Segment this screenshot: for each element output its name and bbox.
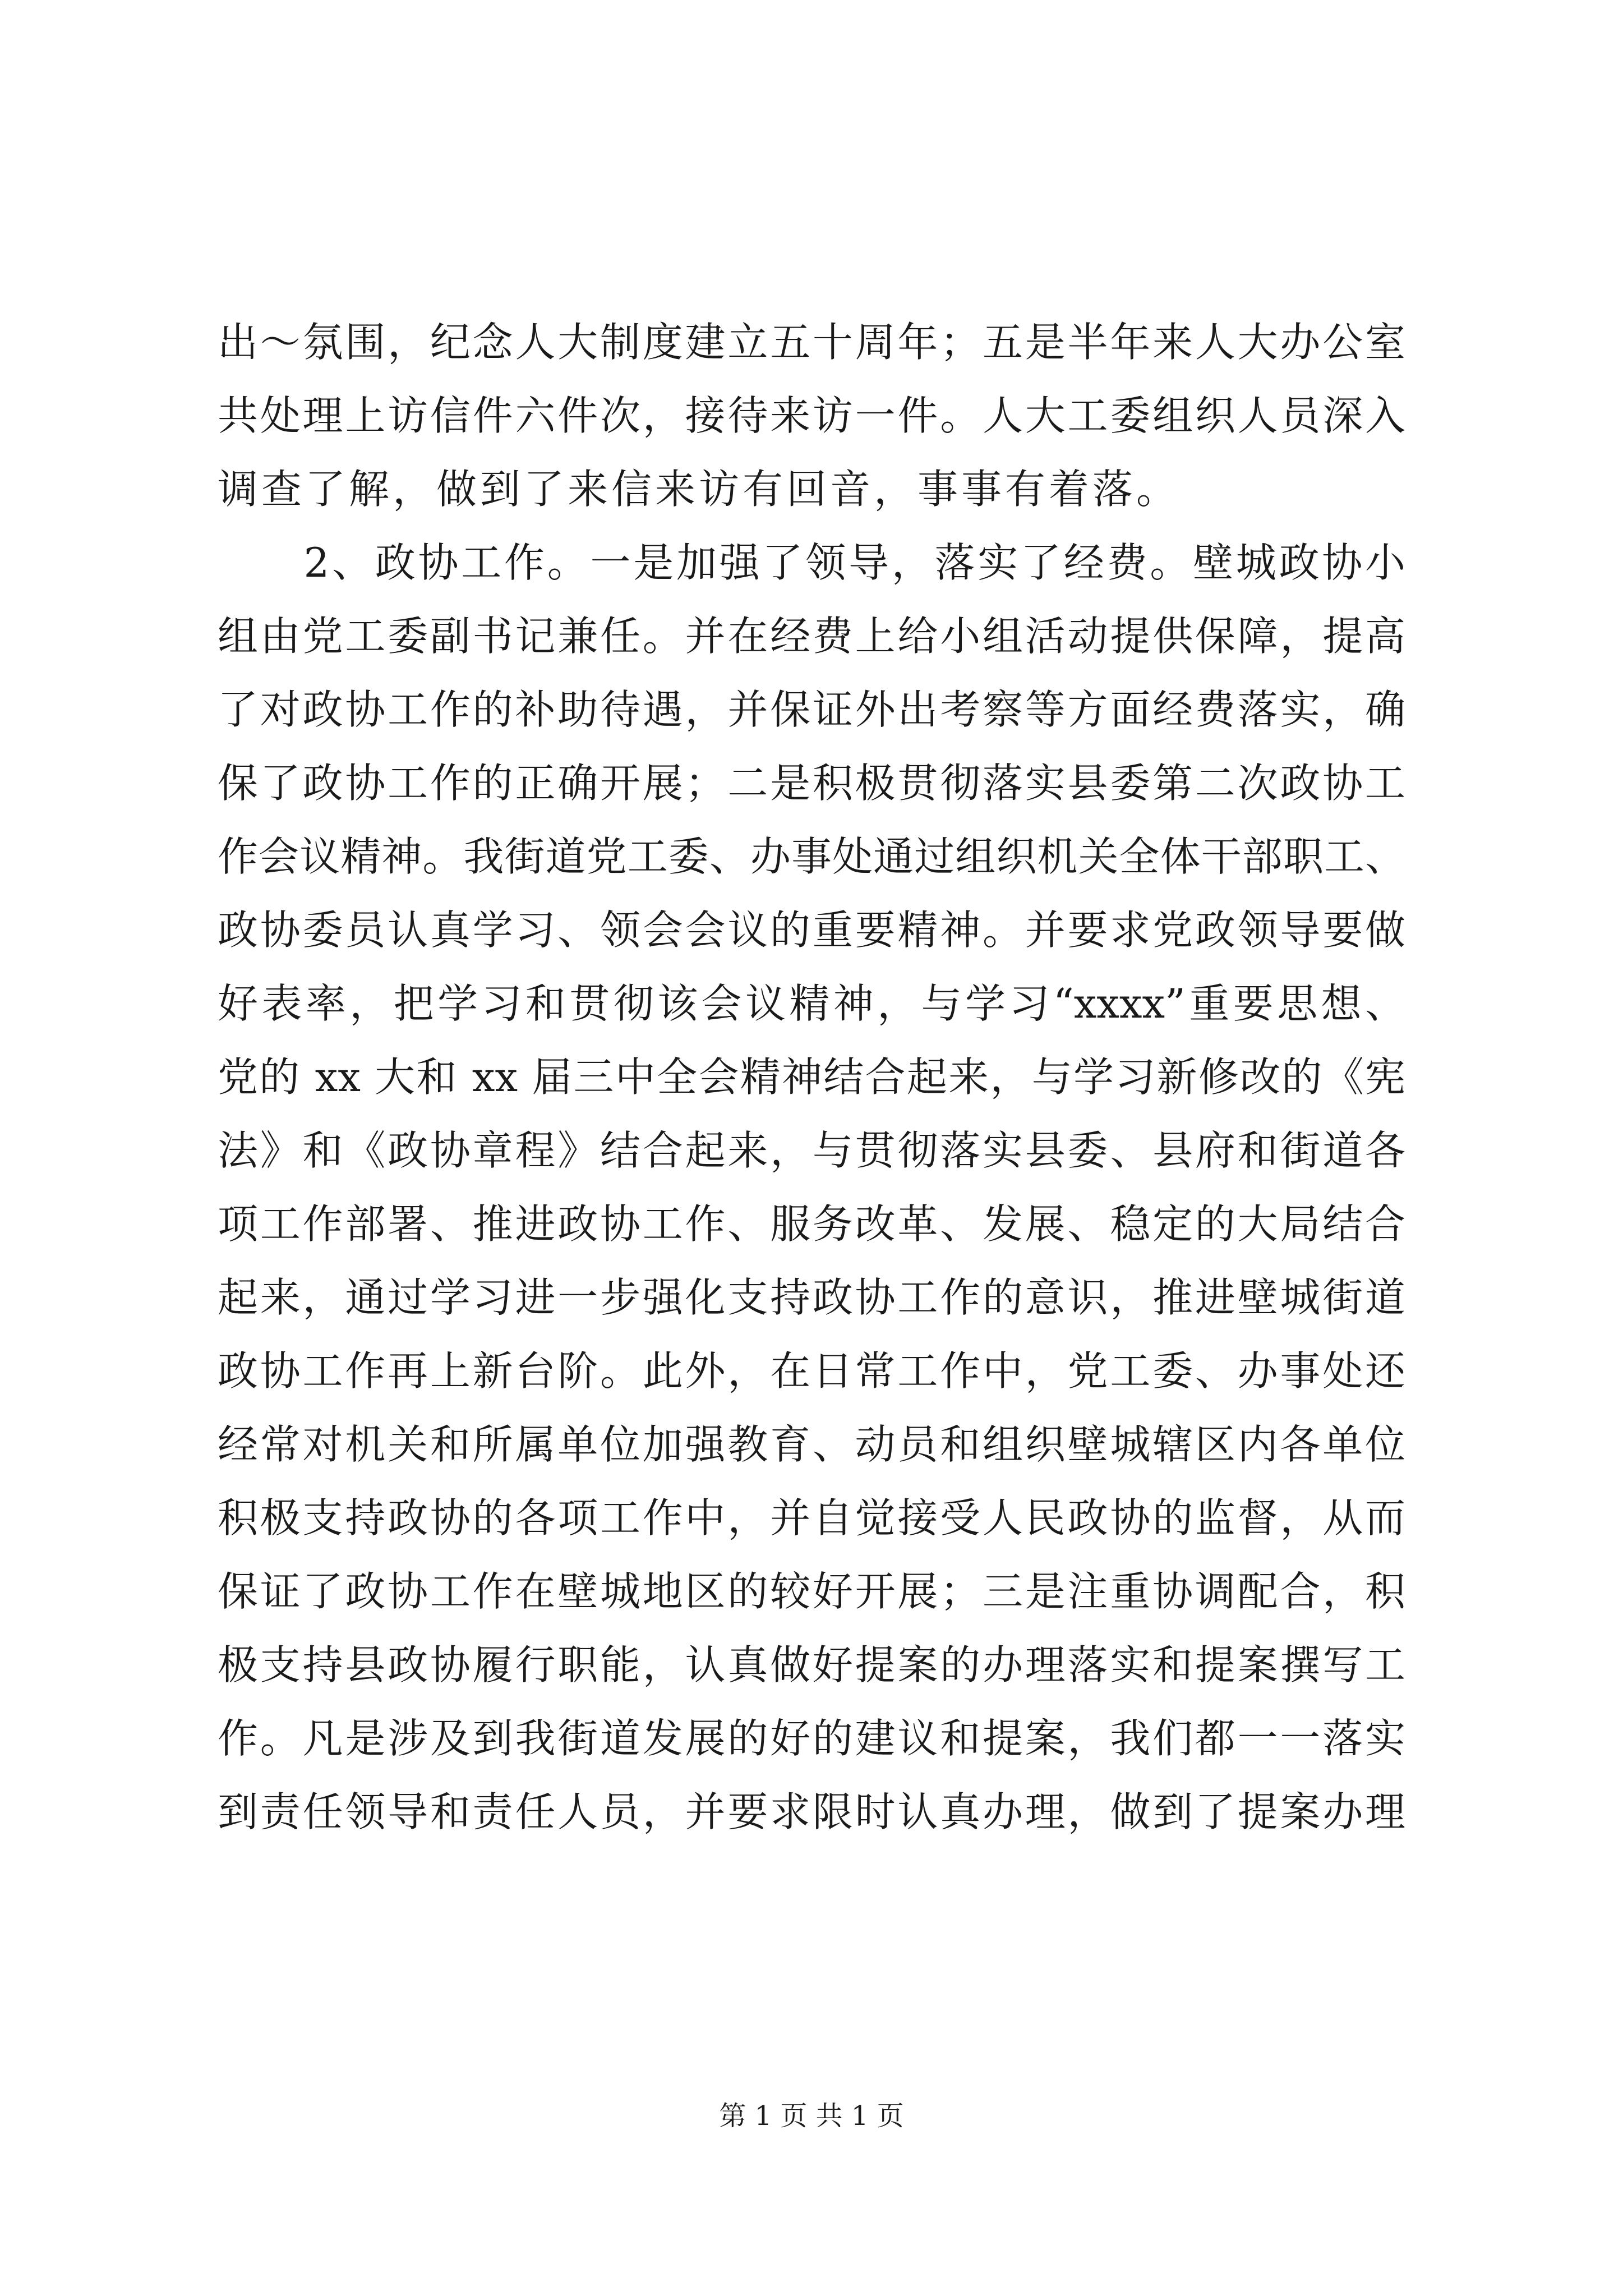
text-line: 好表率，把学习和贯彻该会议精神，与学习“xxxx”重要思想、	[218, 980, 1405, 1027]
page-number-footer: 第 1 页 共 1 页	[719, 2100, 904, 2132]
text-line: 2、政协工作。一是加强了领导，落实了经费。壁城政协小	[218, 539, 1405, 586]
text-line: 政协工作再上新台阶。此外，在日常工作中，党工委、办事处还	[218, 1347, 1405, 1395]
text-line: 法》和《政协章程》结合起来，与贯彻落实县委、县府和街道各	[218, 1127, 1405, 1174]
text-line: 起来，通过学习进一步强化支持政协工作的意识，推进壁城街道	[218, 1274, 1405, 1321]
text-line: 积极支持政协的各项工作中，并自觉接受人民政协的监督，从而	[218, 1494, 1405, 1542]
text-line: 极支持县政协履行职能，认真做好提案的办理落实和提案撰写工	[218, 1641, 1405, 1688]
body-text	[218, 306, 1405, 1849]
text-line: 经常对机关和所属单位加强教育、动员和组织壁城辖区内各单位	[218, 1421, 1405, 1468]
text-line: 出～氛围，纪念人大制度建立五十周年；五是半年来人大办公室	[218, 319, 1405, 366]
text-line: 到责任领导和责任人员，并要求限时认真办理，做到了提案办理	[218, 1788, 1405, 1835]
text-line: 调查了解，做到了来信来访有回音，事事有着落。	[218, 466, 1181, 513]
text-line: 党的 xx 大和 xx 届三中全会精神结合起来，与学习新修改的《宪	[218, 1053, 1405, 1101]
text-line: 共处理上访信件六件次，接待来访一件。人大工委组织人员深入	[218, 392, 1405, 439]
text-line: 保了政协工作的正确开展；二是积极贯彻落实县委第二次政协工	[218, 760, 1405, 807]
text-line: 作。凡是涉及到我街道发展的好的建议和提案，我们都一一落实	[218, 1715, 1405, 1762]
text-line: 了对政协工作的补助待遇，并保证外出考察等方面经费落实，确	[218, 686, 1405, 733]
text-line: 项工作部署、推进政协工作、服务改革、发展、稳定的大局结合	[218, 1200, 1405, 1248]
text-line: 组由党工委副书记兼任。并在经费上给小组活动提供保障，提高	[218, 613, 1405, 660]
text-line: 作会议精神。我街道党工委、办事处通过组织机关全体干部职工、	[218, 833, 1405, 880]
text-line: 政协委员认真学习、领会会议的重要精神。并要求党政领导要做	[218, 907, 1405, 954]
text-line: 保证了政协工作在壁城地区的较好开展；三是注重协调配合，积	[218, 1568, 1405, 1615]
